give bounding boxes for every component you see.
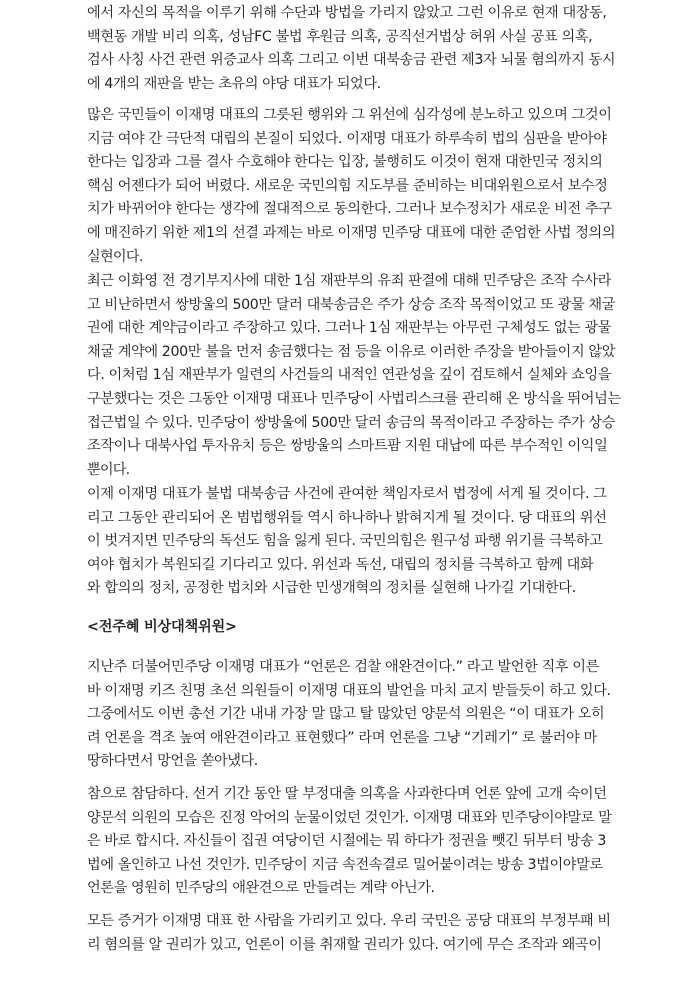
text-line: 이 벗겨지면 민주당의 독선도 힘을 잃게 된다. 국민의힘은 원구성 파행 위기를 극복하고 xyxy=(87,533,603,550)
text-line: 권에 대한 계약금이라고 주장하고 있다. 그러나 1심 재판부는 아무런 구체성도 없는 광물 xyxy=(87,320,612,337)
text-line: 리 혐의를 알 권리가 있고, 언론이 이를 취재할 권리가 있다. 여기에 무슨 조작과 왜곡이 xyxy=(87,936,602,953)
text-line: 에 4개의 재판을 받는 초유의 야당 대표가 되었다. xyxy=(87,75,381,92)
paragraph-2 xyxy=(87,104,687,269)
text-line: 뿐이다. xyxy=(87,461,130,478)
text-line: 다. 이처럼 1심 재판부가 일련의 사건들의 내적인 연관성을 깊이 검토해서 실체와 쇼잉을 xyxy=(87,367,612,384)
text-line: 최근 이화영 전 경기부지사에 대한 1심 재판부의 유죄 판결에 대해 민주당은 조작 수사라 xyxy=(87,273,612,289)
text-line: 고 비난하면서 쌍방울의 500만 달러 대북송금은 주가 상승 조작 목적이었고 또 광물 채굴 xyxy=(87,296,616,313)
text-line: 땅하다면서 망언을 쏟아냈다. xyxy=(87,753,258,770)
text-line: 참으로 참담하다. 선거 기간 동안 딸 부정대출 의혹을 사과한다며 언론 앞에 고개 숙이던 xyxy=(87,786,607,802)
text-line: 려 언론을 격조 높여 애완견이라고 표현했다” 라며 언론을 그냥 “기레기” 로 불러야 마 xyxy=(87,729,597,746)
section-heading: <전주혜 비상대책위원> xyxy=(87,619,237,635)
text-line: 백현동 개발 비리 의혹, 성남FC 불법 후원금 의혹, 공직선거법상 허위 사실 공표 의혹, xyxy=(87,28,593,45)
text-line: 에서 자신의 목적을 이루기 위해 수단과 방법을 가리지 않았고 그런 이유로 현재 대장동, xyxy=(87,5,607,21)
text-line: 법에 올인하고 나선 것인가. 민주당이 지금 속전속결로 밀어붙이려는 방송 3법이야말로 xyxy=(87,856,603,873)
paragraph-5 xyxy=(87,656,687,774)
text-line: 검사 사칭 사건 관련 위증교사 의혹 그리고 이번 대북송금 관련 제3자 뇌물 혐의까지 동시 xyxy=(87,52,616,69)
text-line: 와 합의의 정치, 공정한 법치와 시급한 민생개혁의 정치를 실현해 나가길 기대한다. xyxy=(87,580,576,597)
paragraph-4 xyxy=(87,483,687,601)
text-line: 한다는 입장과 그를 결사 수호해야 한다는 입장, 불행히도 이것이 현재 대한민국 정치의 xyxy=(87,154,603,171)
text-line: 치가 바뀌어야 한다는 생각에 절대적으로 동의한다. 그러나 보수정치가 새로운 비전 추구 xyxy=(87,201,612,218)
text-line: 에 매진하기 위한 제1의 선결 과제는 바로 이재명 민주당 대표에 대한 준엄한 사법 정의의 xyxy=(87,224,616,241)
text-line: 여야 협치가 복원되길 기다리고 있다. 위선과 독선, 대립의 정치를 극복하고 함께 대화 xyxy=(87,556,594,573)
text-line: 리고 그동안 관리되어 온 범법행위들 역시 하나하나 밝혀지게 될 것이다. 당 대표의 위선 xyxy=(87,509,607,526)
text-line: 핵심 어젠다가 되어 버렸다. 새로운 국민의힘 지도부를 준비하는 비대위원으로서 보수정 xyxy=(87,177,608,194)
text-line: 이제 이재명 대표가 불법 대북송금 사건에 관여한 책임자로서 법정에 서게 될 것이다. 그 xyxy=(87,486,607,502)
text-line: 실현이다. xyxy=(87,248,143,265)
paragraph-3 xyxy=(87,270,687,482)
text-line: 많은 국민들이 이재명 대표의 그릇된 행위와 그 위선에 심각성에 분노하고 있으며 그것이 xyxy=(87,107,612,123)
paragraph-1 xyxy=(87,2,687,96)
text-line: 언론을 영원히 민주당의 애완견으로 만들려는 계략 아닌가. xyxy=(87,880,435,897)
text-line: 양문석 의원의 모습은 진정 악어의 눈물이었던 것인가. 이재명 대표와 민주당이야말로 말 xyxy=(87,809,612,826)
paragraph-7 xyxy=(87,910,687,957)
text-line: 그중에서도 이번 총선 기간 내내 가장 말 많고 탈 많았던 양문석 의원은 “이 대표가 오히 xyxy=(87,706,605,723)
text-line: 채굴 계약에 200만 불을 먼저 송금했다는 점 등을 이유로 이러한 주장을 받아들이지 않았 xyxy=(87,343,616,360)
text-line: 구분했다는 것은 그동안 이재명 대표나 민주당이 사법리스크를 관리해 온 방식을 뛰어넘는 xyxy=(87,390,621,407)
paragraph-6 xyxy=(87,783,687,901)
text-line: 지난주 더불어민주당 이재명 대표가 “언론은 검찰 애완견이다.” 라고 발언한 직후 이른 xyxy=(87,659,599,675)
text-line: 모든 증거가 이재명 대표 한 사람을 가리키고 있다. 우리 국민은 공당 대표의 부정부패 비 xyxy=(87,913,611,929)
text-line: 지금 여야 간 극단적 대립의 본질이 되었다. 이재명 대표가 하루속히 법의 심판을 받아야 xyxy=(87,130,607,147)
text-line: 바 이재명 키즈 친명 초선 의원들이 이재명 대표의 발언을 마치 교지 받들듯이 하고 있다. xyxy=(87,682,611,699)
text-line: 은 바로 합시다. 자신들이 집권 여당이던 시절에는 뭐 하다가 정권을 뺏긴 뒤부터 방송 3 xyxy=(87,833,607,850)
text-line: 조작이나 대북사업 투자유치 등은 쌍방울의 스마트팜 지원 대납에 따른 부수적인 이익일 xyxy=(87,438,608,455)
text-line: 접근법일 수 있다. 민주당이 쌍방울에 500만 달러 송금의 목적이라고 주장하는 주가 상승 xyxy=(87,414,616,431)
